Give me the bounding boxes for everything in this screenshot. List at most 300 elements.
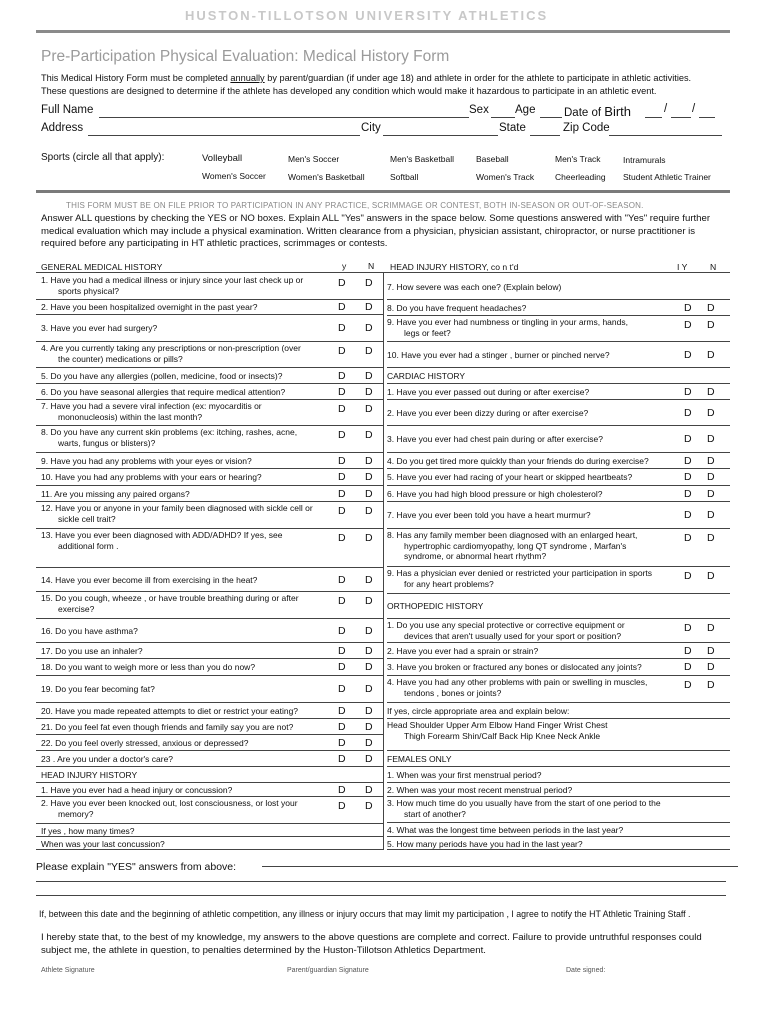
yes-checkbox[interactable]: D: [338, 322, 346, 334]
no-checkbox[interactable]: D: [365, 573, 373, 586]
question-text: [387, 456, 679, 467]
row-divider: [36, 849, 383, 850]
question-line: warts, fungus or blisters)?: [58, 437, 156, 448]
question-row: [41, 659, 383, 676]
no-checkbox[interactable]: D: [707, 661, 715, 673]
question-line: 8. Do you have any current skin problems (ex: itching, rashes, acne,: [41, 427, 298, 437]
no-checkbox[interactable]: D: [707, 348, 715, 361]
question-line: 9. Has a physician ever denied or restricted your participation in sports: [387, 568, 653, 578]
yes-checkbox[interactable]: D: [338, 661, 346, 673]
question-row: [41, 797, 383, 824]
date-signed-label: Date signed:: [566, 967, 606, 974]
yes-checkbox[interactable]: D: [338, 573, 346, 586]
question-line: tendons , bones or joints?: [404, 687, 502, 698]
sport-cheerleading[interactable]: Cheerleading: [555, 172, 606, 182]
question-row: [41, 368, 383, 384]
address-label: Address: [41, 122, 84, 134]
no-checkbox[interactable]: D: [707, 319, 715, 331]
no-checkbox[interactable]: D: [365, 429, 373, 441]
sport-baseball[interactable]: Baseball: [476, 154, 509, 164]
sex-label: Sex: [469, 104, 489, 116]
sport-womens-track[interactable]: Women's Track: [476, 172, 535, 182]
yes-checkbox[interactable]: D: [684, 644, 692, 657]
question-line: 19. Do you fear becoming fat?: [41, 684, 155, 694]
no-checkbox[interactable]: D: [365, 784, 373, 796]
sport-volleyball[interactable]: Volleyball: [202, 153, 243, 164]
question-line: If yes , how many times?: [41, 826, 135, 836]
sex-field[interactable]: [491, 117, 515, 118]
no-checkbox[interactable]: D: [365, 644, 373, 657]
question-text: [41, 427, 337, 448]
yes-checkbox[interactable]: D: [338, 385, 346, 398]
question-row: [387, 676, 730, 703]
dob-day-field[interactable]: [671, 117, 691, 118]
yes-checkbox[interactable]: D: [338, 532, 346, 544]
question-row: [387, 300, 730, 316]
question-row: [41, 384, 383, 400]
question-line: 7. Have you had a severe viral infection (ex: myocarditis or: [41, 401, 262, 411]
question-row: [41, 274, 383, 300]
yes-checkbox[interactable]: D: [684, 661, 692, 673]
question-row: [41, 568, 383, 592]
no-checkbox[interactable]: D: [365, 369, 373, 382]
sport-mens-track[interactable]: Men's Track: [555, 154, 601, 164]
question-text: [387, 510, 679, 521]
no-checkbox[interactable]: D: [365, 720, 373, 733]
question-line: 5. How many periods have you had in the last year?: [387, 839, 583, 849]
question-line: 2. Have you been hospitalized overnight in the past year?: [41, 302, 258, 312]
question-row: [387, 453, 730, 469]
athlete-signature-label: Athlete Signature: [41, 967, 95, 974]
question-line: CARDIAC HISTORY: [387, 370, 466, 381]
top-rule: [36, 30, 730, 33]
no-checkbox[interactable]: D: [365, 800, 373, 812]
section-row: [387, 594, 730, 619]
question-row: [41, 719, 383, 735]
section-row: [387, 797, 730, 823]
sport-womens-basketball[interactable]: Women's Basketball: [288, 172, 365, 182]
yes-checkbox[interactable]: D: [338, 736, 346, 749]
no-checkbox[interactable]: D: [365, 661, 373, 673]
no-checkbox[interactable]: D: [707, 385, 715, 398]
question-text: [41, 275, 337, 296]
yes-checkbox[interactable]: D: [338, 683, 346, 695]
no-checkbox[interactable]: D: [365, 752, 373, 765]
intro-line2: These questions are designed to determine if the athlete has developed any condition which would make it hazardous to participate in an athletic event.: [41, 86, 657, 96]
question-text: [387, 350, 679, 361]
question-line: 1. Have you ever passed out during or after exercise?: [387, 386, 590, 397]
no-checkbox[interactable]: D: [365, 683, 373, 695]
question-row: [387, 426, 730, 453]
no-checkbox[interactable]: D: [365, 471, 373, 483]
question-text: [41, 343, 337, 364]
yes-checkbox[interactable]: D: [684, 487, 692, 500]
yes-checkbox[interactable]: D: [338, 595, 346, 607]
question-text: [387, 282, 679, 293]
dob-birth: Birth: [604, 104, 632, 119]
yes-checkbox[interactable]: D: [338, 505, 346, 517]
question-line: If yes, circle appropriate area and explain below:: [387, 705, 570, 716]
question-line: 1. When was your first menstrual period?: [387, 769, 542, 780]
explain-line-1[interactable]: [262, 866, 738, 867]
city-label: City: [361, 122, 381, 134]
no-checkbox[interactable]: D: [707, 487, 715, 500]
no-checkbox[interactable]: D: [707, 433, 715, 445]
yes-checkbox[interactable]: D: [338, 624, 346, 637]
no-checkbox[interactable]: D: [365, 595, 373, 607]
question-text: [387, 530, 679, 562]
question-text: [387, 754, 679, 765]
no-checkbox[interactable]: D: [365, 454, 373, 467]
left-no-header: N: [368, 261, 375, 271]
section-rule: [36, 190, 730, 193]
question-row: [41, 619, 383, 643]
question-text: [41, 401, 337, 422]
left-yes-header: y: [342, 261, 347, 271]
no-checkbox[interactable]: D: [707, 532, 715, 544]
sport-mens-basketball[interactable]: Men's Basketball: [390, 154, 454, 164]
no-checkbox[interactable]: D: [365, 624, 373, 637]
question-text: [41, 770, 337, 781]
right-yes-header: I Y: [677, 262, 688, 272]
question-line: 1. Have you ever had a head injury or concussion?: [41, 785, 233, 795]
faded-heading: HUSTON-TILLOTSON UNIVERSITY ATHLETICS: [185, 8, 549, 23]
notify-statement: If, between this date and the beginning of athletic competition, any illness or injury occurs that may limit my participation , I agree to notify the HT Athletic Training Staff .: [39, 909, 691, 919]
question-text: [387, 601, 679, 612]
no-checkbox[interactable]: D: [365, 322, 373, 334]
question-line: ORTHOPEDIC HISTORY: [387, 601, 484, 611]
yes-checkbox[interactable]: D: [684, 385, 692, 398]
question-text: [41, 684, 337, 695]
question-line: 6. Have you had high blood pressure or high cholesterol?: [387, 488, 603, 499]
question-line: the counter) medications or pills?: [58, 353, 183, 364]
question-text: [387, 371, 679, 382]
yes-checkbox[interactable]: D: [338, 403, 346, 415]
question-row: [387, 502, 730, 529]
question-line: 4. What was the longest time between periods in the last year?: [387, 825, 624, 835]
question-text: [41, 456, 337, 467]
question-text: [41, 503, 337, 524]
question-text: [41, 472, 337, 483]
yes-checkbox[interactable]: D: [684, 319, 692, 331]
question-text: [387, 489, 679, 500]
question-text: [387, 568, 679, 589]
no-checkbox[interactable]: D: [707, 454, 715, 467]
no-checkbox[interactable]: D: [365, 736, 373, 749]
question-row: [387, 469, 730, 486]
question-text: [387, 662, 679, 673]
general-medical-history-header: GENERAL MEDICAL HISTORY: [41, 262, 163, 272]
question-row: [387, 619, 730, 643]
full-name-field[interactable]: [99, 117, 469, 118]
question-row: [387, 486, 730, 502]
question-line: 3. Have you ever had surgery?: [41, 323, 158, 333]
city-field[interactable]: [383, 135, 498, 136]
question-row: [41, 751, 383, 767]
no-checkbox[interactable]: D: [365, 505, 373, 517]
question-text: [387, 317, 679, 338]
yes-checkbox[interactable]: D: [338, 704, 346, 717]
intro-annually: annually: [230, 73, 265, 83]
yes-checkbox[interactable]: D: [684, 454, 692, 467]
dob-prefix: Date of: [564, 107, 602, 119]
question-line: 10. Have you ever had a stinger , burner or pinched nerve?: [387, 349, 610, 360]
question-text: [41, 387, 337, 398]
state-field[interactable]: [530, 135, 560, 136]
question-text: [41, 722, 337, 733]
section-row: [387, 703, 730, 719]
question-row: [41, 315, 383, 342]
no-checkbox[interactable]: D: [707, 406, 715, 419]
question-row: [387, 567, 730, 594]
question-text: [41, 371, 337, 382]
question-line: sports physical?: [58, 285, 119, 296]
no-checkbox[interactable]: D: [365, 301, 373, 313]
sport-mens-soccer[interactable]: Men's Soccer: [288, 154, 340, 164]
no-checkbox[interactable]: D: [365, 704, 373, 717]
question-row: [387, 342, 730, 368]
question-line: 1. Have you had a medical illness or injury since your last check up or: [41, 275, 304, 285]
question-line: 4. Are you currently taking any prescriptions or non-prescription (over: [41, 343, 301, 353]
question-row: [387, 643, 730, 659]
question-text: [387, 472, 679, 483]
yes-checkbox[interactable]: D: [338, 487, 346, 500]
question-row: [41, 676, 383, 703]
question-row: [387, 384, 730, 400]
question-line: 15. Do you cough, wheeze , or have trouble breathing during or after: [41, 593, 299, 603]
no-checkbox[interactable]: D: [365, 345, 373, 357]
question-line: 21. Do you feel fat even though friends and family say you are not?: [41, 721, 294, 732]
yes-checkbox[interactable]: D: [684, 406, 692, 419]
explain-line-3[interactable]: [36, 895, 726, 896]
explain-line-2[interactable]: [36, 881, 726, 882]
section-row: [387, 783, 730, 797]
question-text: [41, 302, 337, 313]
full-name-label: Full Name: [41, 104, 94, 116]
question-line: 16. Do you have asthma?: [41, 625, 138, 636]
yes-checkbox[interactable]: D: [338, 800, 346, 812]
no-checkbox[interactable]: D: [707, 301, 715, 314]
zip-field[interactable]: [609, 135, 722, 136]
question-text: [41, 626, 337, 637]
question-text: [387, 798, 679, 819]
question-text: [387, 408, 679, 419]
question-line: 7. Have you ever been told you have a heart murmur?: [387, 510, 591, 520]
question-text: [41, 593, 337, 614]
question-line: sickle cell trait?: [58, 513, 116, 524]
dob-slash-2: /: [692, 103, 696, 115]
yes-checkbox[interactable]: D: [338, 644, 346, 657]
question-text: [387, 770, 679, 781]
no-checkbox[interactable]: D: [707, 509, 715, 521]
dob-month-field[interactable]: [645, 117, 662, 118]
question-line: 3. Have you ever had chest pain during or after exercise?: [387, 434, 603, 444]
question-row: [41, 735, 383, 751]
question-line: 3. How much time do you usually have from the start of one period to the: [387, 798, 661, 808]
yes-checkbox[interactable]: D: [684, 570, 692, 582]
question-text: [41, 785, 337, 796]
age-field[interactable]: [540, 117, 562, 118]
parent-signature-label: Parent/guardian Signature: [287, 967, 369, 974]
yes-checkbox[interactable]: D: [684, 622, 692, 634]
section-row: [387, 823, 730, 837]
question-row: [41, 592, 383, 619]
question-line: devices that aren't usually used for your sport or position?: [404, 630, 622, 641]
yes-checkbox[interactable]: D: [684, 679, 692, 691]
no-checkbox[interactable]: D: [365, 403, 373, 415]
yes-checkbox[interactable]: D: [338, 784, 346, 796]
yes-checkbox[interactable]: D: [338, 720, 346, 733]
question-row: [41, 502, 383, 529]
question-row: [41, 426, 383, 453]
question-text: [41, 754, 337, 765]
no-checkbox[interactable]: D: [707, 471, 715, 483]
question-line: additional form .: [58, 540, 119, 551]
question-row: [41, 300, 383, 315]
question-line: HEAD INJURY HISTORY: [41, 769, 138, 780]
question-line: 4. Have you had any other problems with pain or swelling in muscles,: [387, 677, 648, 687]
sport-student-athletic-trainer[interactable]: Student Athletic Trainer: [623, 172, 711, 182]
yes-checkbox[interactable]: D: [684, 348, 692, 361]
dob-year-field[interactable]: [699, 117, 715, 118]
question-line: 13. Have you ever been diagnosed with ADD/ADHD? If yes, see: [41, 530, 283, 540]
state-label: State: [499, 122, 526, 134]
age-label: Age: [515, 104, 536, 116]
question-line: syndrome, or abnormal heart rhythm?: [404, 551, 547, 561]
question-text: [387, 839, 679, 850]
section-row: [387, 767, 730, 783]
question-row: [387, 400, 730, 426]
question-text: [41, 706, 337, 717]
address-field[interactable]: [88, 135, 360, 136]
question-line: 1. Do you use any special protective or corrective equipment or: [387, 620, 625, 630]
section-row: [387, 719, 730, 751]
dob-label: [564, 104, 631, 119]
notice-text: THIS FORM MUST BE ON FILE PRIOR TO PARTICIPATION IN ANY PRACTICE, SCRIMMAGE OR CONTEST, BOTH IN-SEASON OR OUT-OF-SEASON.: [66, 201, 644, 210]
question-text: [387, 677, 679, 698]
question-text: [41, 826, 337, 837]
question-line: 4. Do you get tired more quickly than your friends do during exercise?: [387, 455, 649, 466]
question-line: 2. Have you ever been knocked out, lost consciousness, or lost your: [41, 798, 298, 808]
yes-checkbox[interactable]: D: [338, 471, 346, 483]
question-line: Thigh Forearm Shin/Calf Back Hip Knee Neck Ankle: [404, 730, 601, 741]
yes-checkbox[interactable]: D: [338, 345, 346, 357]
question-line: mononucleosis) within the last month?: [58, 411, 203, 422]
yes-checkbox[interactable]: D: [338, 277, 346, 289]
question-line: start of another?: [404, 808, 466, 819]
question-text: [41, 798, 337, 819]
yes-checkbox[interactable]: D: [684, 433, 692, 445]
sports-label: Sports (circle all that apply):: [41, 152, 165, 163]
yes-checkbox[interactable]: D: [684, 532, 692, 544]
question-line: 22. Do you feel overly stressed, anxious or depressed?: [41, 737, 249, 748]
question-text: [387, 646, 679, 657]
yes-checkbox[interactable]: D: [338, 454, 346, 467]
no-checkbox[interactable]: D: [365, 385, 373, 398]
question-text: [387, 387, 679, 398]
question-text: [387, 434, 679, 445]
section-row: [41, 767, 383, 783]
no-checkbox[interactable]: D: [365, 277, 373, 289]
no-checkbox[interactable]: D: [365, 487, 373, 500]
question-text: [41, 575, 337, 586]
question-line: 9. Have you had any problems with your eyes or vision?: [41, 455, 252, 466]
zip-label: Zip Code: [563, 122, 610, 134]
question-text: [41, 738, 337, 749]
question-line: FEMALES ONLY: [387, 753, 452, 764]
section-row: [387, 368, 730, 384]
question-line: 2. Have you ever had a sprain or strain?: [387, 645, 539, 656]
attestation-statement: I hereby state that, to the best of my knowledge, my answers to the above questions are complete and correct. Failure to provide untruthful responses could subject me, the athlete in question, to penalties determined by the Huston-Tillotson Athletics Department.: [41, 932, 702, 956]
question-line: memory?: [58, 808, 94, 819]
question-line: 8. Has any family member been diagnosed with an enlarged heart,: [387, 530, 638, 540]
question-line: 5. Do you have any allergies (pollen, medicine, food or insects)?: [41, 370, 283, 381]
dob-slash-1: /: [664, 103, 668, 115]
yes-checkbox[interactable]: D: [338, 369, 346, 382]
intro-text: [41, 72, 741, 98]
question-line: 20. Have you made repeated attempts to diet or restrict your eating?: [41, 705, 299, 716]
question-line: 3. Have you broken or fractured any bones or dislocated any joints?: [387, 662, 642, 672]
question-row: [387, 529, 730, 567]
question-line: for any heart problems?: [404, 578, 494, 589]
no-checkbox[interactable]: D: [365, 532, 373, 544]
question-row: [41, 400, 383, 426]
question-line: 14. Have you ever become ill from exercising in the heat?: [41, 574, 258, 585]
question-text: [387, 706, 679, 717]
yes-checkbox[interactable]: D: [684, 301, 692, 314]
explain-label: Please explain "YES" answers from above:: [36, 861, 237, 873]
question-line: 2. When was your most recent menstrual period?: [387, 785, 573, 795]
yes-checkbox[interactable]: D: [338, 429, 346, 441]
no-checkbox[interactable]: D: [707, 679, 715, 691]
question-line: 23 . Are you under a doctor's care?: [41, 753, 174, 764]
yes-checkbox[interactable]: D: [684, 509, 692, 521]
question-row: [387, 316, 730, 342]
section-row: [387, 274, 730, 300]
no-checkbox[interactable]: D: [707, 622, 715, 634]
sport-intramurals[interactable]: Intramurals: [623, 155, 666, 165]
question-line: legs or feet?: [404, 327, 451, 338]
right-no-header: N: [710, 262, 717, 272]
question-text: [387, 303, 679, 314]
question-line: 17. Do you use an inhaler?: [41, 645, 143, 656]
yes-checkbox[interactable]: D: [684, 471, 692, 483]
question-line: hypertrophic cardiomyopathy, long QT syndrome , Marfan's: [404, 540, 627, 551]
question-row: [41, 643, 383, 659]
sport-softball[interactable]: Softball: [390, 172, 419, 182]
question-line: 8. Do you have frequent headaches?: [387, 302, 527, 313]
question-line: 5. Have you ever had racing of your heart or skipped heartbeats?: [387, 472, 633, 482]
intro-part2: by parent/guardian (if under age 18) and athlete in order for the athlete to participate in athletic activities.: [264, 73, 692, 83]
no-checkbox[interactable]: D: [707, 570, 715, 582]
question-line: 2. Have you ever been dizzy during or after exercise?: [387, 407, 589, 418]
question-line: 10. Have you had any problems with your ears or hearing?: [41, 472, 262, 482]
sport-womens-soccer[interactable]: Women's Soccer: [202, 171, 266, 181]
question-text: [41, 646, 337, 657]
yes-checkbox[interactable]: D: [338, 752, 346, 765]
row-divider: [387, 849, 730, 850]
question-line: exercise?: [58, 603, 95, 614]
question-row: [41, 529, 383, 568]
question-line: 6. Do you have seasonal allergies that require medical attention?: [41, 386, 286, 397]
no-checkbox[interactable]: D: [707, 644, 715, 657]
intro-part1: This Medical History Form must be completed: [41, 73, 231, 83]
question-row: [41, 783, 383, 797]
yes-checkbox[interactable]: D: [338, 301, 346, 313]
page-title: Pre-Participation Physical Evaluation: Medical History Form: [41, 48, 450, 65]
question-text: [41, 530, 337, 551]
question-row: [387, 659, 730, 676]
